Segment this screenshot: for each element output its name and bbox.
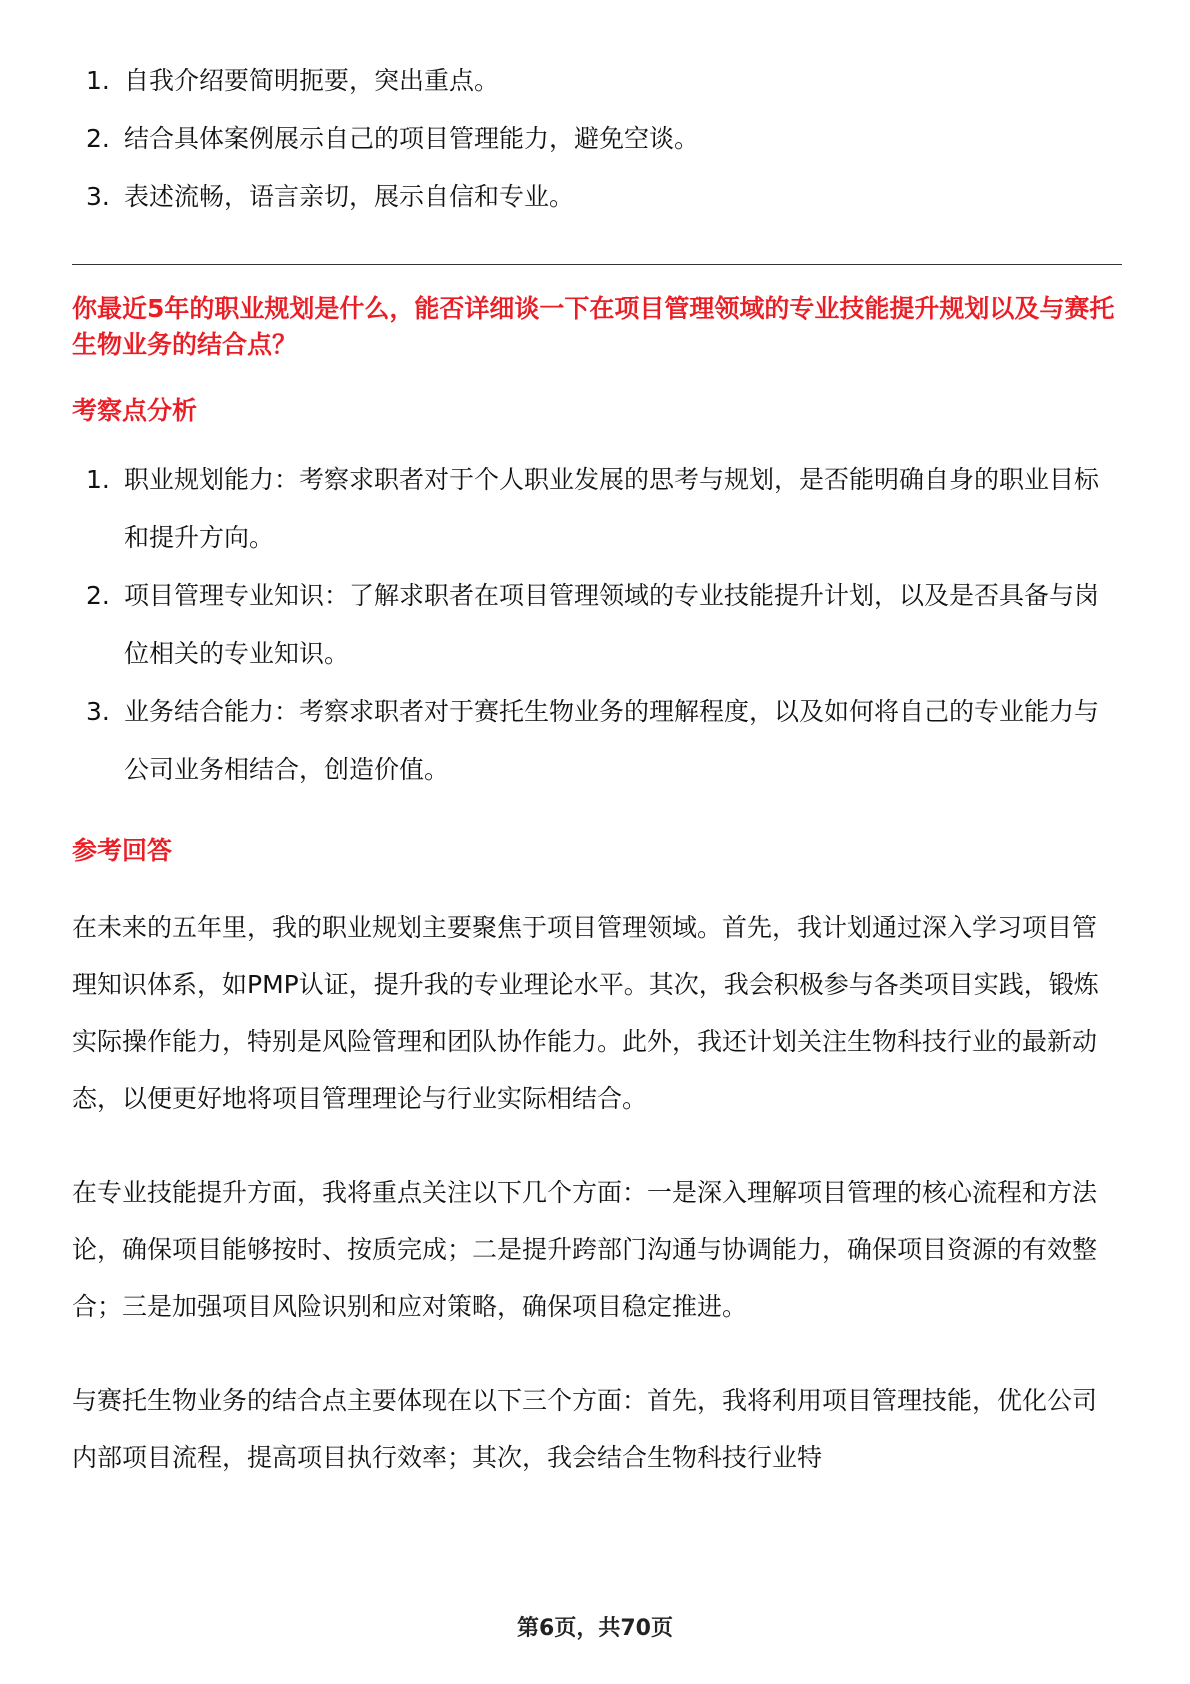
list-number: 2. [86, 124, 110, 153]
analysis-list [72, 451, 1118, 799]
answer-body [72, 899, 1118, 1486]
list-number: 3. [86, 697, 110, 726]
list-text: 自我介绍要简明扼要，突出重点。 [124, 66, 500, 95]
section-divider [72, 264, 1122, 265]
page-content [72, 52, 1118, 1523]
list-item [72, 110, 1118, 168]
list-item [72, 52, 1118, 110]
tips-list [72, 52, 1118, 226]
question-heading: 你最近5年的职业规划是什么，能否详细谈一下在项目管理领域的专业技能提升规划以及与赛托生物业务的结合点？ [72, 294, 1115, 359]
list-item [72, 567, 1118, 683]
list-text: 业务结合能力：考察求职者对于赛托生物业务的理解程度，以及如何将自己的专业能力与公司业务相结合，创造价值。 [124, 697, 1100, 784]
page-number: 第6页，共70页 [517, 1616, 673, 1641]
reference-title: 参考回答 [72, 836, 173, 865]
list-item [72, 451, 1118, 567]
list-item [72, 683, 1118, 799]
analysis-title: 考察点分析 [72, 396, 198, 425]
list-number: 2. [86, 581, 110, 610]
list-item [72, 168, 1118, 226]
answer-paragraph: 与赛托生物业务的结合点主要体现在以下三个方面：首先，我将利用项目管理技能，优化公司内部项目流程，提高项目执行效率；其次，我会结合生物科技行业特 [72, 1386, 1098, 1472]
list-number: 1. [86, 465, 110, 494]
list-text: 结合具体案例展示自己的项目管理能力，避免空谈。 [124, 124, 700, 153]
list-number: 1. [86, 66, 110, 95]
list-text: 职业规划能力：考察求职者对于个人职业发展的思考与规划，是否能明确自身的职业目标和提升方向。 [124, 465, 1100, 552]
list-number: 3. [86, 182, 110, 211]
list-text: 项目管理专业知识：了解求职者在项目管理领域的专业技能提升计划，以及是否具备与岗位相关的专业知识。 [124, 581, 1100, 668]
answer-paragraph: 在专业技能提升方面，我将重点关注以下几个方面：一是深入理解项目管理的核心流程和方法论，确保项目能够按时、按质完成；二是提升跨部门沟通与协调能力，确保项目资源的有效整合；三是加强项目风险识别和应对策略，确保项目稳定推进。 [72, 1178, 1098, 1321]
list-text: 表述流畅，语言亲切，展示自信和专业。 [124, 182, 575, 211]
answer-paragraph: 在未来的五年里，我的职业规划主要聚焦于项目管理领域。首先，我计划通过深入学习项目管理知识体系，如PMP认证，提升我的专业理论水平。其次，我会积极参与各类项目实践，锻炼实际操作能力，特别是风险管理和团队协作能力。此外，我还计划关注生物科技行业的最新动态，以便更好地将项目管理理论与行业实际相结合。 [72, 913, 1099, 1113]
